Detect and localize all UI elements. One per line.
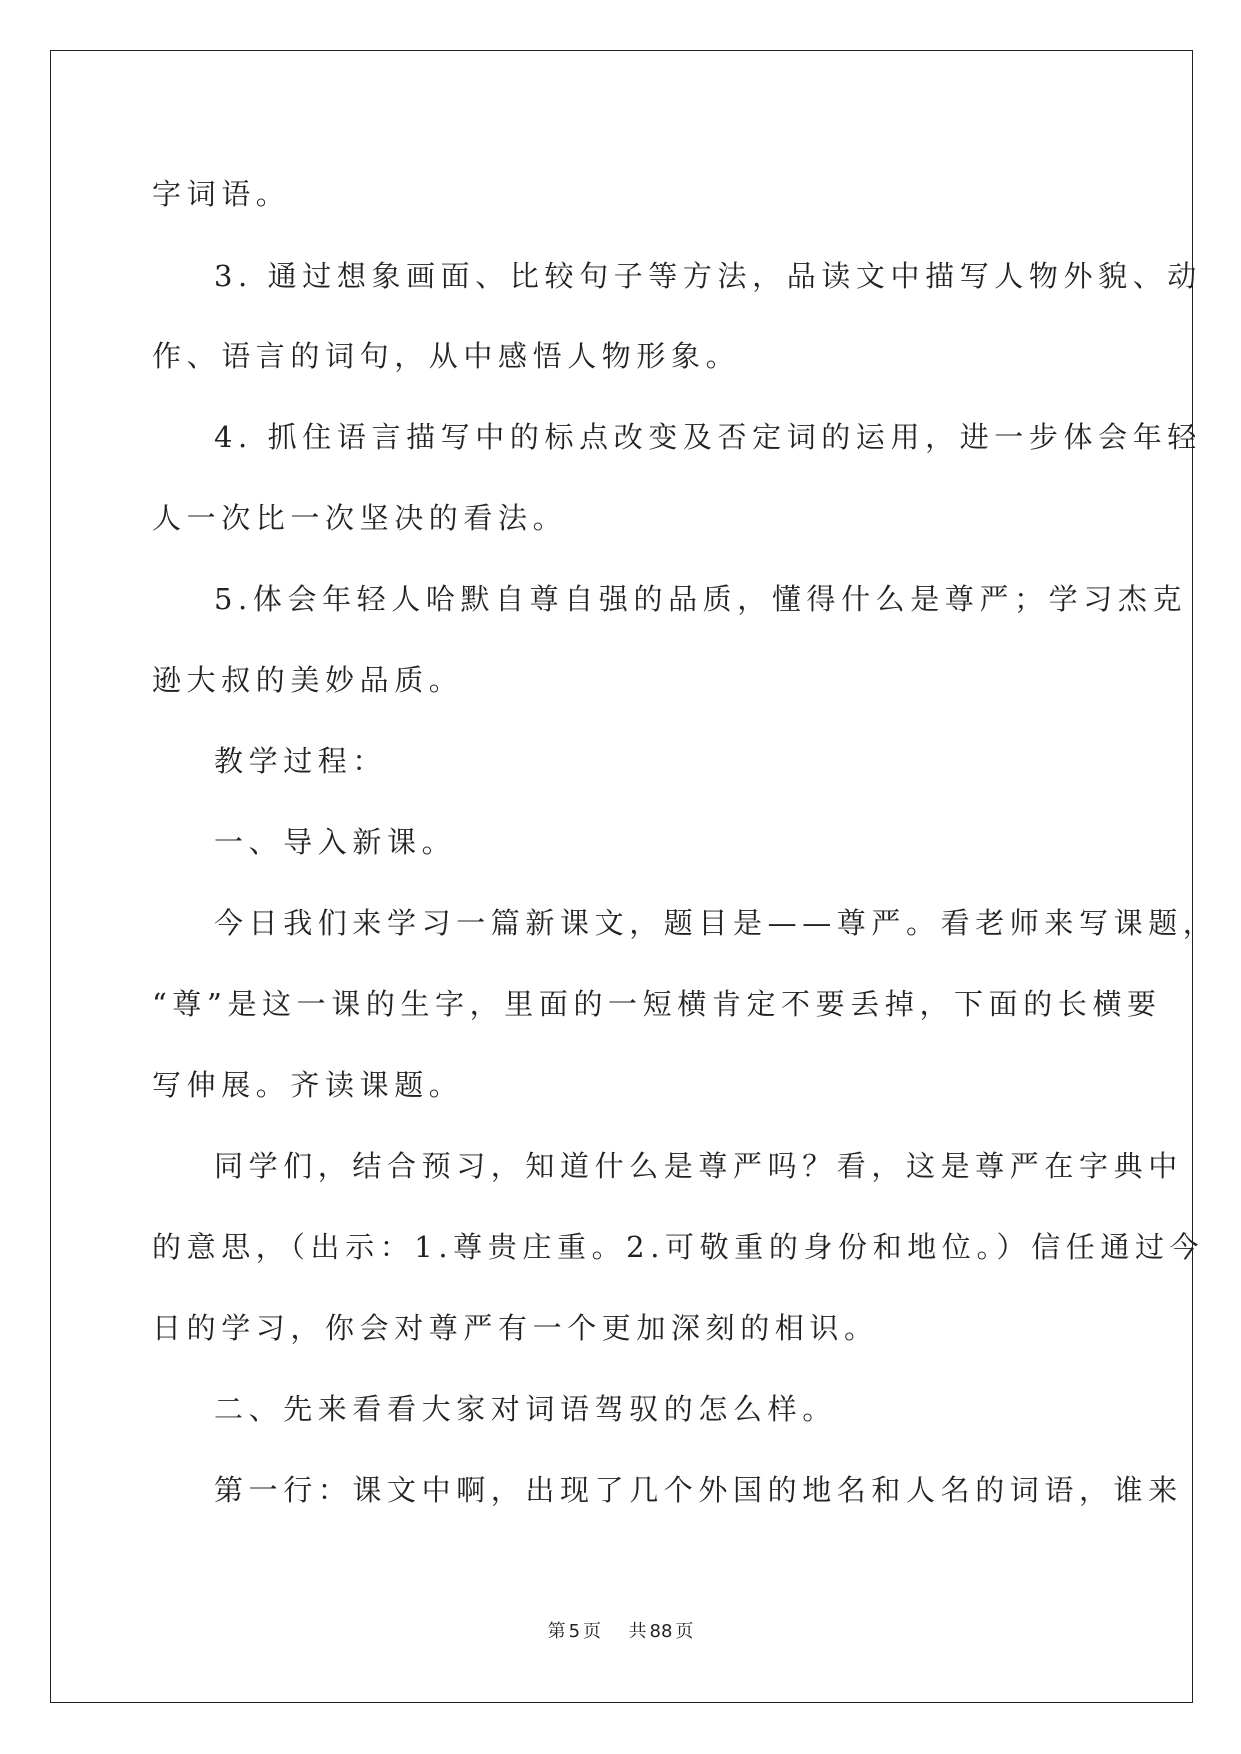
total-pages: 88 [649,1621,673,1642]
paragraph-line: “尊”是这一课的生字，里面的一短横肯定不要丢掉，下面的长横要 [152,987,1162,1021]
section-heading: 一、导入新课。 [214,825,457,859]
paragraph-line: 逊大叔的美妙品质。 [152,663,464,697]
paragraph-line: 的意思，（出示：1.尊贵庄重。2.可敬重的身份和地位。）信任通过今 [152,1230,1205,1264]
paragraph-line: 写伸展。齐读课题。 [152,1068,464,1102]
paragraph-line: 同学们，结合预习，知道什么是尊严吗？看，这是尊严在字典中 [214,1149,1183,1183]
section-heading: 教学过程： [214,744,388,778]
page-footer [0,1617,1241,1643]
total-prefix: 共 [628,1621,647,1642]
paragraph-line: 4. 抓住语言描写中的标点改变及否定词的运用，进一步体会年轻 [214,420,1202,454]
paragraph-line: 今日我们来学习一篇新课文，题目是——尊严。看老师来写课题， [214,906,1218,940]
paragraph-line: 5.体会年轻人哈默自尊自强的品质，懂得什么是尊严；学习杰克 [214,582,1188,616]
total-suffix: 页 [675,1621,694,1642]
paragraph-line: 作、语言的词句，从中感悟人物形象。 [152,339,741,373]
page-suffix: 页 [583,1621,602,1642]
page-border [50,50,1193,1703]
paragraph-line: 3. 通过想象画面、比较句子等方法，品读文中描写人物外貌、动 [214,259,1202,293]
paragraph-line: 第一行：课文中啊，出现了几个外国的地名和人名的词语，谁来 [214,1473,1183,1507]
section-heading: 二、先来看看大家对词语驾驭的怎么样。 [214,1392,837,1426]
paragraph-line: 人一次比一次坚决的看法。 [152,501,568,535]
page-number: 5 [568,1621,581,1642]
page-prefix: 第 [547,1621,566,1642]
paragraph-line: 字词语。 [152,177,291,211]
paragraph-line: 日的学习，你会对尊严有一个更加深刻的相识。 [152,1311,879,1345]
